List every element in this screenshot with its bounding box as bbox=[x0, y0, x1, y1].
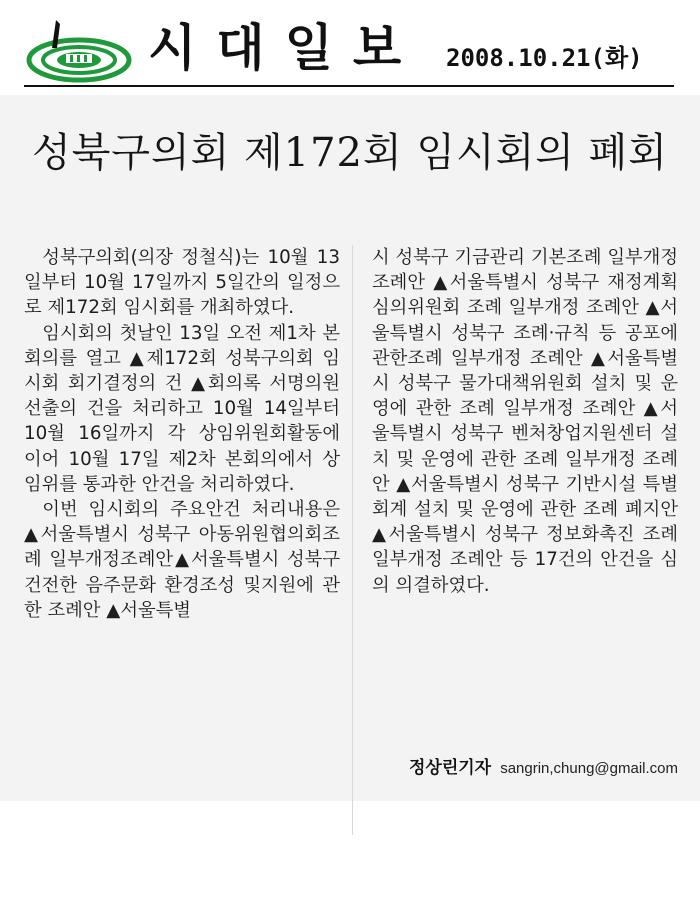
reporter-name: 정상린기자 bbox=[408, 758, 492, 778]
masthead-rule bbox=[24, 85, 674, 87]
issue-date: 2008.10.21(화) bbox=[446, 44, 643, 72]
article-column-right bbox=[372, 245, 678, 598]
article-paragraph: 시 성북구 기금관리 기본조례 일부개정 조례안 ▲서울특별시 성북구 재정계획 심의위원회 조례 일부개정 조례안 ▲서울특별시 성북구 조례·규칙 등 공포에 관한조례 일부개정 조례안 ▲서울특별시 성북구 물가대책위원회 설치 및 운영에 관한 조례 일부개정 조례안 ▲서울특별시 성북구 벤처창업지원센터 설치 및 운영에 관한 조례 일부개정 조례안 ▲서울특별시 성북구 기반시설 특별회계 설치 및 운영에 관한 조례 폐지안 ▲서울특별시 성북구 정보화촉진 조례 일부개정 조례안 등 17건의 안건을 심의 의결하였다. bbox=[372, 247, 678, 596]
newspaper-title: 시대일보 bbox=[148, 19, 422, 77]
column-divider bbox=[352, 245, 353, 835]
article-headline: 성북구의회 제172회 임시회의 폐회 bbox=[32, 130, 668, 176]
article-clipping bbox=[0, 95, 700, 801]
masthead bbox=[0, 0, 700, 95]
newspaper-logo-icon bbox=[26, 14, 132, 84]
reporter-email[interactable]: sangrin,chung@gmail.com bbox=[500, 760, 678, 777]
article-paragraph: 임시회의 첫날인 13일 오전 제1차 본회의를 열고 ▲제172회 성북구의회 임시회 회기결정의 건 ▲회의록 서명의원 선출의 건을 처리하고 10월 14일부터 10월 16일까지 각 상임위원회활동에 이어 10월 17일 제2차 본회의에서 상임위를 통과한 안건을 처리하였다. bbox=[24, 322, 340, 495]
article-column-left bbox=[24, 245, 340, 623]
article-paragraph: 이번 임시회의 주요안건 처리내용은 ▲서울특별시 성북구 아동위원협의회조례 일부개정조례안▲서울특별시 성북구 건전한 음주문화 환경조성 및지원에 관한 조례안 ▲서울특별 bbox=[24, 499, 340, 621]
article-paragraph: 성북구의회(의장 정철식)는 10월 13일부터 10월 17일까지 5일간의 일정으로 제172회 임시회를 개최하였다. bbox=[24, 247, 340, 319]
byline bbox=[372, 753, 678, 778]
